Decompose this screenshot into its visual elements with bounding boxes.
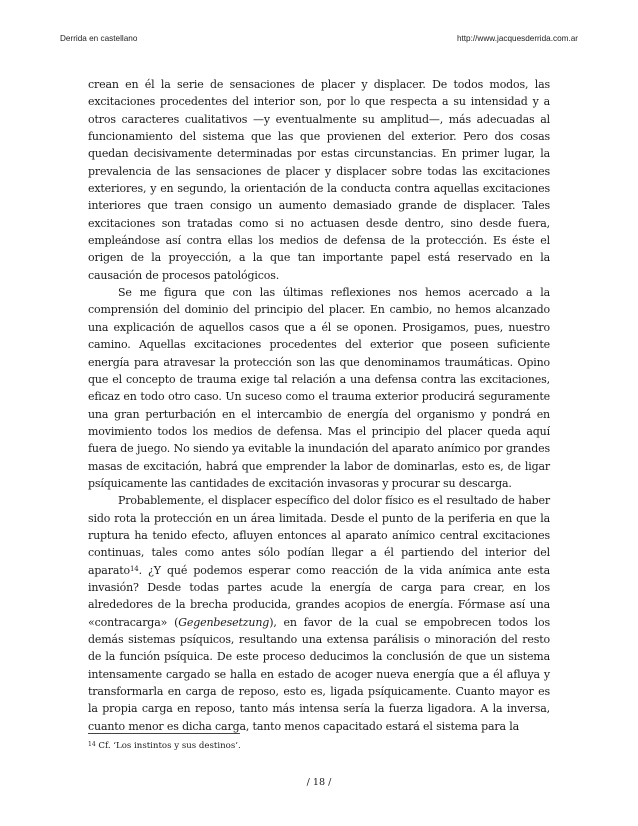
paragraph-3-part-a: Probablemente, el displacer específico del dolor físico es el resultado de haber sido rota la protección en un área limitada. Desde el punto de la periferia en que la ruptura ha tenido efecto, afluyen entonces al aparato anímico central excitaciones continuas, tales como antes sólo podían llegar a él partiendo del interior del aparato xyxy=(88,494,550,577)
header-site-title: Derrida en castellano xyxy=(60,34,138,43)
main-text xyxy=(88,76,550,735)
page-number: / 18 / xyxy=(306,777,332,788)
german-term: Gegenbesetzung xyxy=(178,615,270,629)
page-header xyxy=(60,34,578,48)
footnote-separator xyxy=(88,733,240,734)
footnote xyxy=(88,740,550,752)
paragraph-1: crean en él la serie de sensaciones de placer y displacer. De todos modos, las excitaciones procedentes del interior son, por lo que respecta a su intensidad y a otros caracteres cualitativos —y eventualmente su amplitud—, más adecuadas al funcionamiento del sistema que las que provienen del exterior. Pero dos cosas quedan decisivamente determinadas por estas circunstancias. En primer lugar, la prevalencia de las sensaciones de placer y displacer sobre todas las excitaciones exteriores, y en segundo, la orientación de la conducta contra aquellas excitaciones interiores que traen consigo un aumento demasiado grande de displacer. Tales excitaciones son tratadas como si no actuasen desde dentro, sino desde fuera, empleándose así contra ellas los medios de defensa de la protección. Es éste el origen de la proyección, a la que tan importante papel está reservado en la causación de procesos patológicos. xyxy=(88,78,550,282)
paragraph-3 xyxy=(88,492,550,735)
footnote-text: Cf. ‘Los instintos y sus destinos’. xyxy=(95,741,241,751)
footnote-number: 14 xyxy=(88,741,96,748)
paragraph-3-part-c: ), en favor de la cual se empobrecen todos los demás sistemas psíquicos, resultando una extensa parálisis o minoración del resto de la función psíquica. De este proceso deducimos la conclusión de que un sistema intensamente cargado se halla en estado de acoger nueva energía que a él afluya y transformarla en carga de reposo, esto es, ligada psíquicamente. Cuanto mayor es la propia carga en reposo, tanto más intensa sería la fuerza ligadora. A la inversa, cuanto menor es dicha carga, tanto menos capacitado estará el sistema para la xyxy=(88,615,550,733)
paragraph-3-part-b: . ¿Y qué podemos esperar como reacción de la vida anímica ante esta invasión? Desde todas partes acude la energía de carga para crear, en los alrededores de la brecha producida, grandes acopios de energía. Fórmase así una «contracarga» ( xyxy=(88,563,550,629)
header-url: http://www.jacquesderrida.com.ar xyxy=(456,34,578,43)
footnote-reference[interactable]: 14 xyxy=(129,564,139,573)
paragraph-2: Se me figura que con las últimas reflexiones nos hemos acercado a la comprensión del dominio del principio del placer. En cambio, no hemos alcanzado una explicación de aquellos casos que a él se oponen. Prosigamos, pues, nuestro camino. Aquellas excitaciones procedentes del exterior que poseen suficiente energía para atravesar la protección son las que denominamos traumáticas. Opino que el concepto de trauma exige tal relación a una defensa contra las excitaciones, eficaz en todo otro caso. Un suceso como el trauma exterior producirá seguramente una gran perturbación en el intercambio de energía del organismo y pondrá en movimiento todos los medios de defensa. Mas el principio del placer queda aquí fuera de juego. No siendo ya evitable la inundación del aparato anímico por grandes masas de excitación, habrá que emprender la labor de dominarlas, esto es, de ligar psíquicamente las cantidades de excitación invasoras y procurar su descarga. xyxy=(88,286,550,490)
